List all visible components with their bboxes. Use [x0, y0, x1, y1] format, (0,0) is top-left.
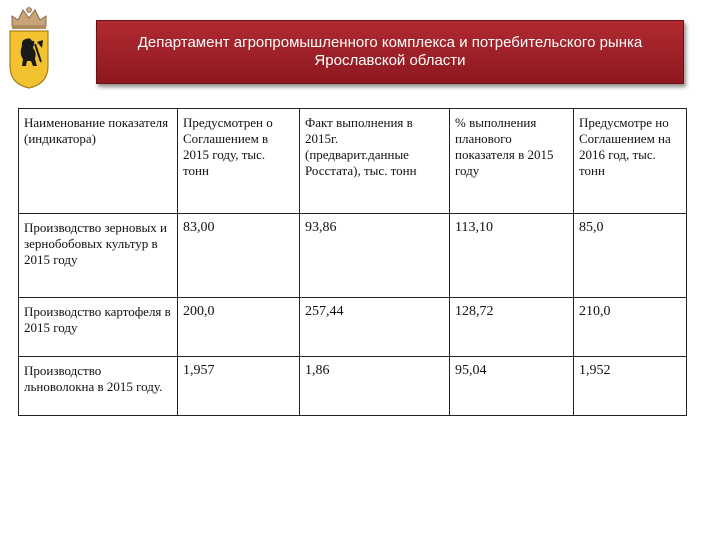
department-banner	[96, 20, 684, 84]
banner-title: Департамент агропромышленного комплекса и потребительского рынка Ярославской области	[137, 34, 643, 69]
cell-plan-2016: 1,952	[574, 357, 687, 416]
table-row	[19, 214, 687, 298]
cell-plan-2015: 83,00	[178, 214, 300, 298]
cell-fact-2015: 1,86	[300, 357, 450, 416]
row-label: Производство картофеля в 2015 году	[19, 298, 178, 357]
header-indicator-name: Наименование показателя (индикатора)	[19, 109, 178, 214]
header-plan-2016: Предусмотре но Соглашением на 2016 год, тыс. тонн	[574, 109, 687, 214]
cell-plan-2015: 1,957	[178, 357, 300, 416]
header-fact-2015: Факт выполнения в 2015г. (предварит.данные Росстата), тыс. тонн	[300, 109, 450, 214]
row-label: Производство льноволокна в 2015 году.	[19, 357, 178, 416]
row-label: Производство зерновых и зернобобовых культур в 2015 году	[19, 214, 178, 298]
cell-fact-2015: 93,86	[300, 214, 450, 298]
cell-percent: 128,72	[450, 298, 574, 357]
cell-plan-2016: 85,0	[574, 214, 687, 298]
indicators-table	[18, 108, 687, 416]
cell-percent: 95,04	[450, 357, 574, 416]
cell-plan-2015: 200,0	[178, 298, 300, 357]
cell-plan-2016: 210,0	[574, 298, 687, 357]
table-header-row	[19, 109, 687, 214]
table-row	[19, 298, 687, 357]
yaroslavl-coat-of-arms-icon	[4, 4, 54, 90]
header-plan-2015: Предусмотрен о Соглашением в 2015 году, тыс. тонн	[178, 109, 300, 214]
table-row	[19, 357, 687, 416]
header-percent-completion: % выполнения планового показателя в 2015 году	[450, 109, 574, 214]
cell-fact-2015: 257,44	[300, 298, 450, 357]
cell-percent: 113,10	[450, 214, 574, 298]
